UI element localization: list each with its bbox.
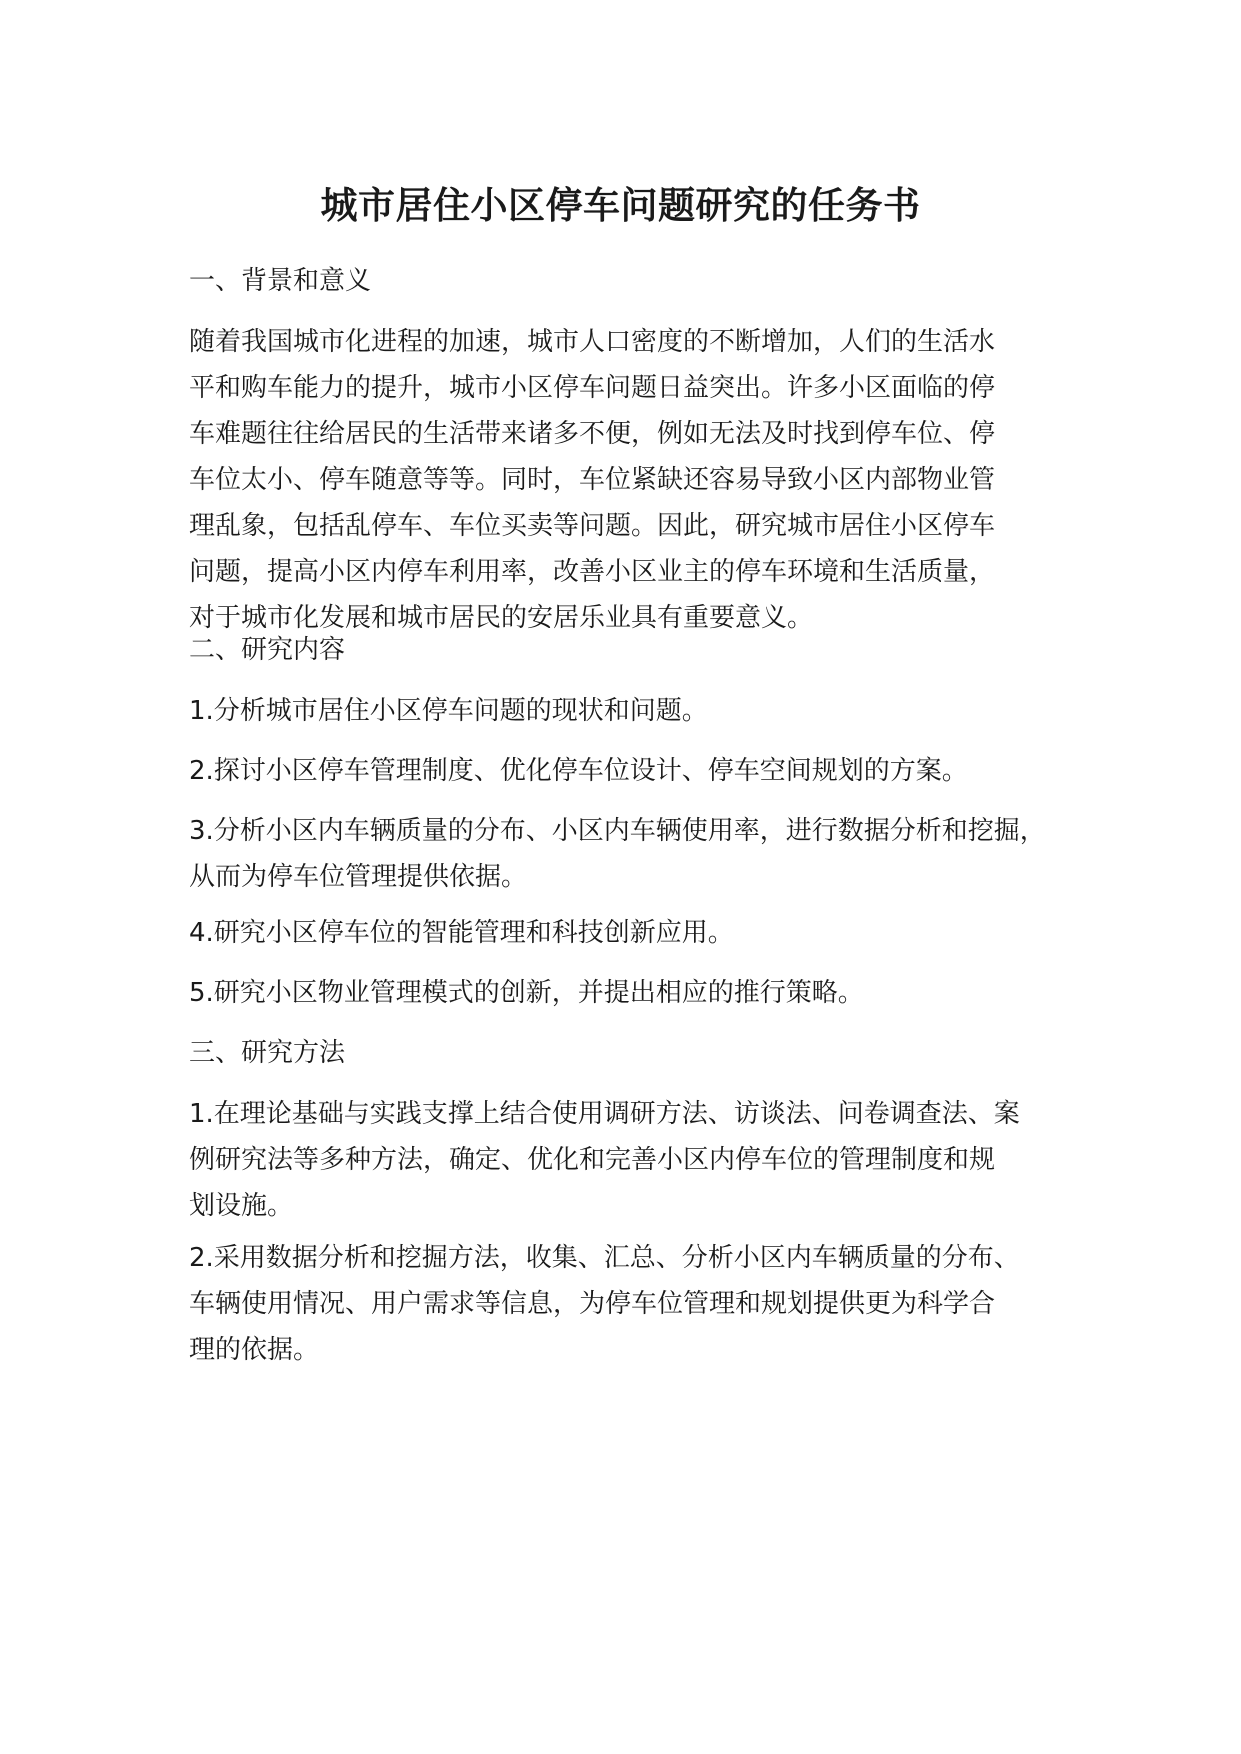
section-heading-background: 一、背景和意义	[189, 266, 372, 296]
list-item-line: 理的依据。	[189, 1335, 320, 1365]
content-item-2	[189, 748, 1089, 794]
content-item-3	[189, 808, 1089, 900]
paragraph-line: 车难题往往给居民的生活带来诸多不便，例如无法及时找到停车位、停	[189, 419, 996, 449]
paragraph-line: 平和购车能力的提升，城市小区停车问题日益突出。许多小区面临的停	[189, 373, 996, 403]
list-item-line: 例研究法等多种方法，确定、优化和完善小区内停车位的管理制度和规	[189, 1145, 996, 1175]
paragraph-line: 随着我国城市化进程的加速，城市人口密度的不断增加，人们的生活水	[189, 327, 996, 357]
content-item-4	[189, 910, 1089, 956]
list-item-line: 划设施。	[189, 1191, 294, 1221]
paragraph-line: 问题，提高小区内停车利用率，改善小区业主的停车环境和生活质量，	[189, 557, 996, 587]
list-item-line: 3.分析小区内车辆质量的分布、小区内车辆使用率，进行数据分析和挖掘，	[189, 816, 1046, 846]
list-item-line: 1.分析城市居住小区停车问题的现状和问题。	[189, 696, 708, 726]
list-item-line: 4.研究小区停车位的智能管理和科技创新应用。	[189, 918, 734, 948]
paragraph-line: 对于城市化发展和城市居民的安居乐业具有重要意义。	[189, 603, 814, 633]
list-item-line: 车辆使用情况、用户需求等信息，为停车位管理和规划提供更为科学合	[189, 1289, 996, 1319]
list-item-line: 2.采用数据分析和挖掘方法，收集、汇总、分析小区内车辆质量的分布、	[189, 1243, 1020, 1273]
document-title: 城市居住小区停车问题研究的任务书	[320, 184, 921, 227]
method-item-1	[189, 1091, 1089, 1229]
list-item-line: 1.在理论基础与实践支撑上结合使用调研方法、访谈法、问卷调查法、案	[189, 1099, 1020, 1129]
list-item-line: 5.研究小区物业管理模式的创新，并提出相应的推行策略。	[189, 978, 864, 1008]
paragraph-line: 车位太小、停车随意等等。同时，车位紧缺还容易导致小区内部物业管	[189, 465, 996, 495]
method-item-2	[189, 1235, 1089, 1373]
list-item-line: 从而为停车位管理提供依据。	[189, 862, 528, 892]
content-item-1	[189, 688, 1089, 734]
background-paragraph	[189, 319, 1089, 641]
list-item-line: 2.探讨小区停车管理制度、优化停车位设计、停车空间规划的方案。	[189, 756, 968, 786]
section-heading-content: 二、研究内容	[189, 635, 346, 665]
section-heading-methods: 三、研究方法	[189, 1038, 346, 1068]
paragraph-line: 理乱象，包括乱停车、车位买卖等问题。因此，研究城市居住小区停车	[189, 511, 996, 541]
content-item-5	[189, 970, 1089, 1016]
